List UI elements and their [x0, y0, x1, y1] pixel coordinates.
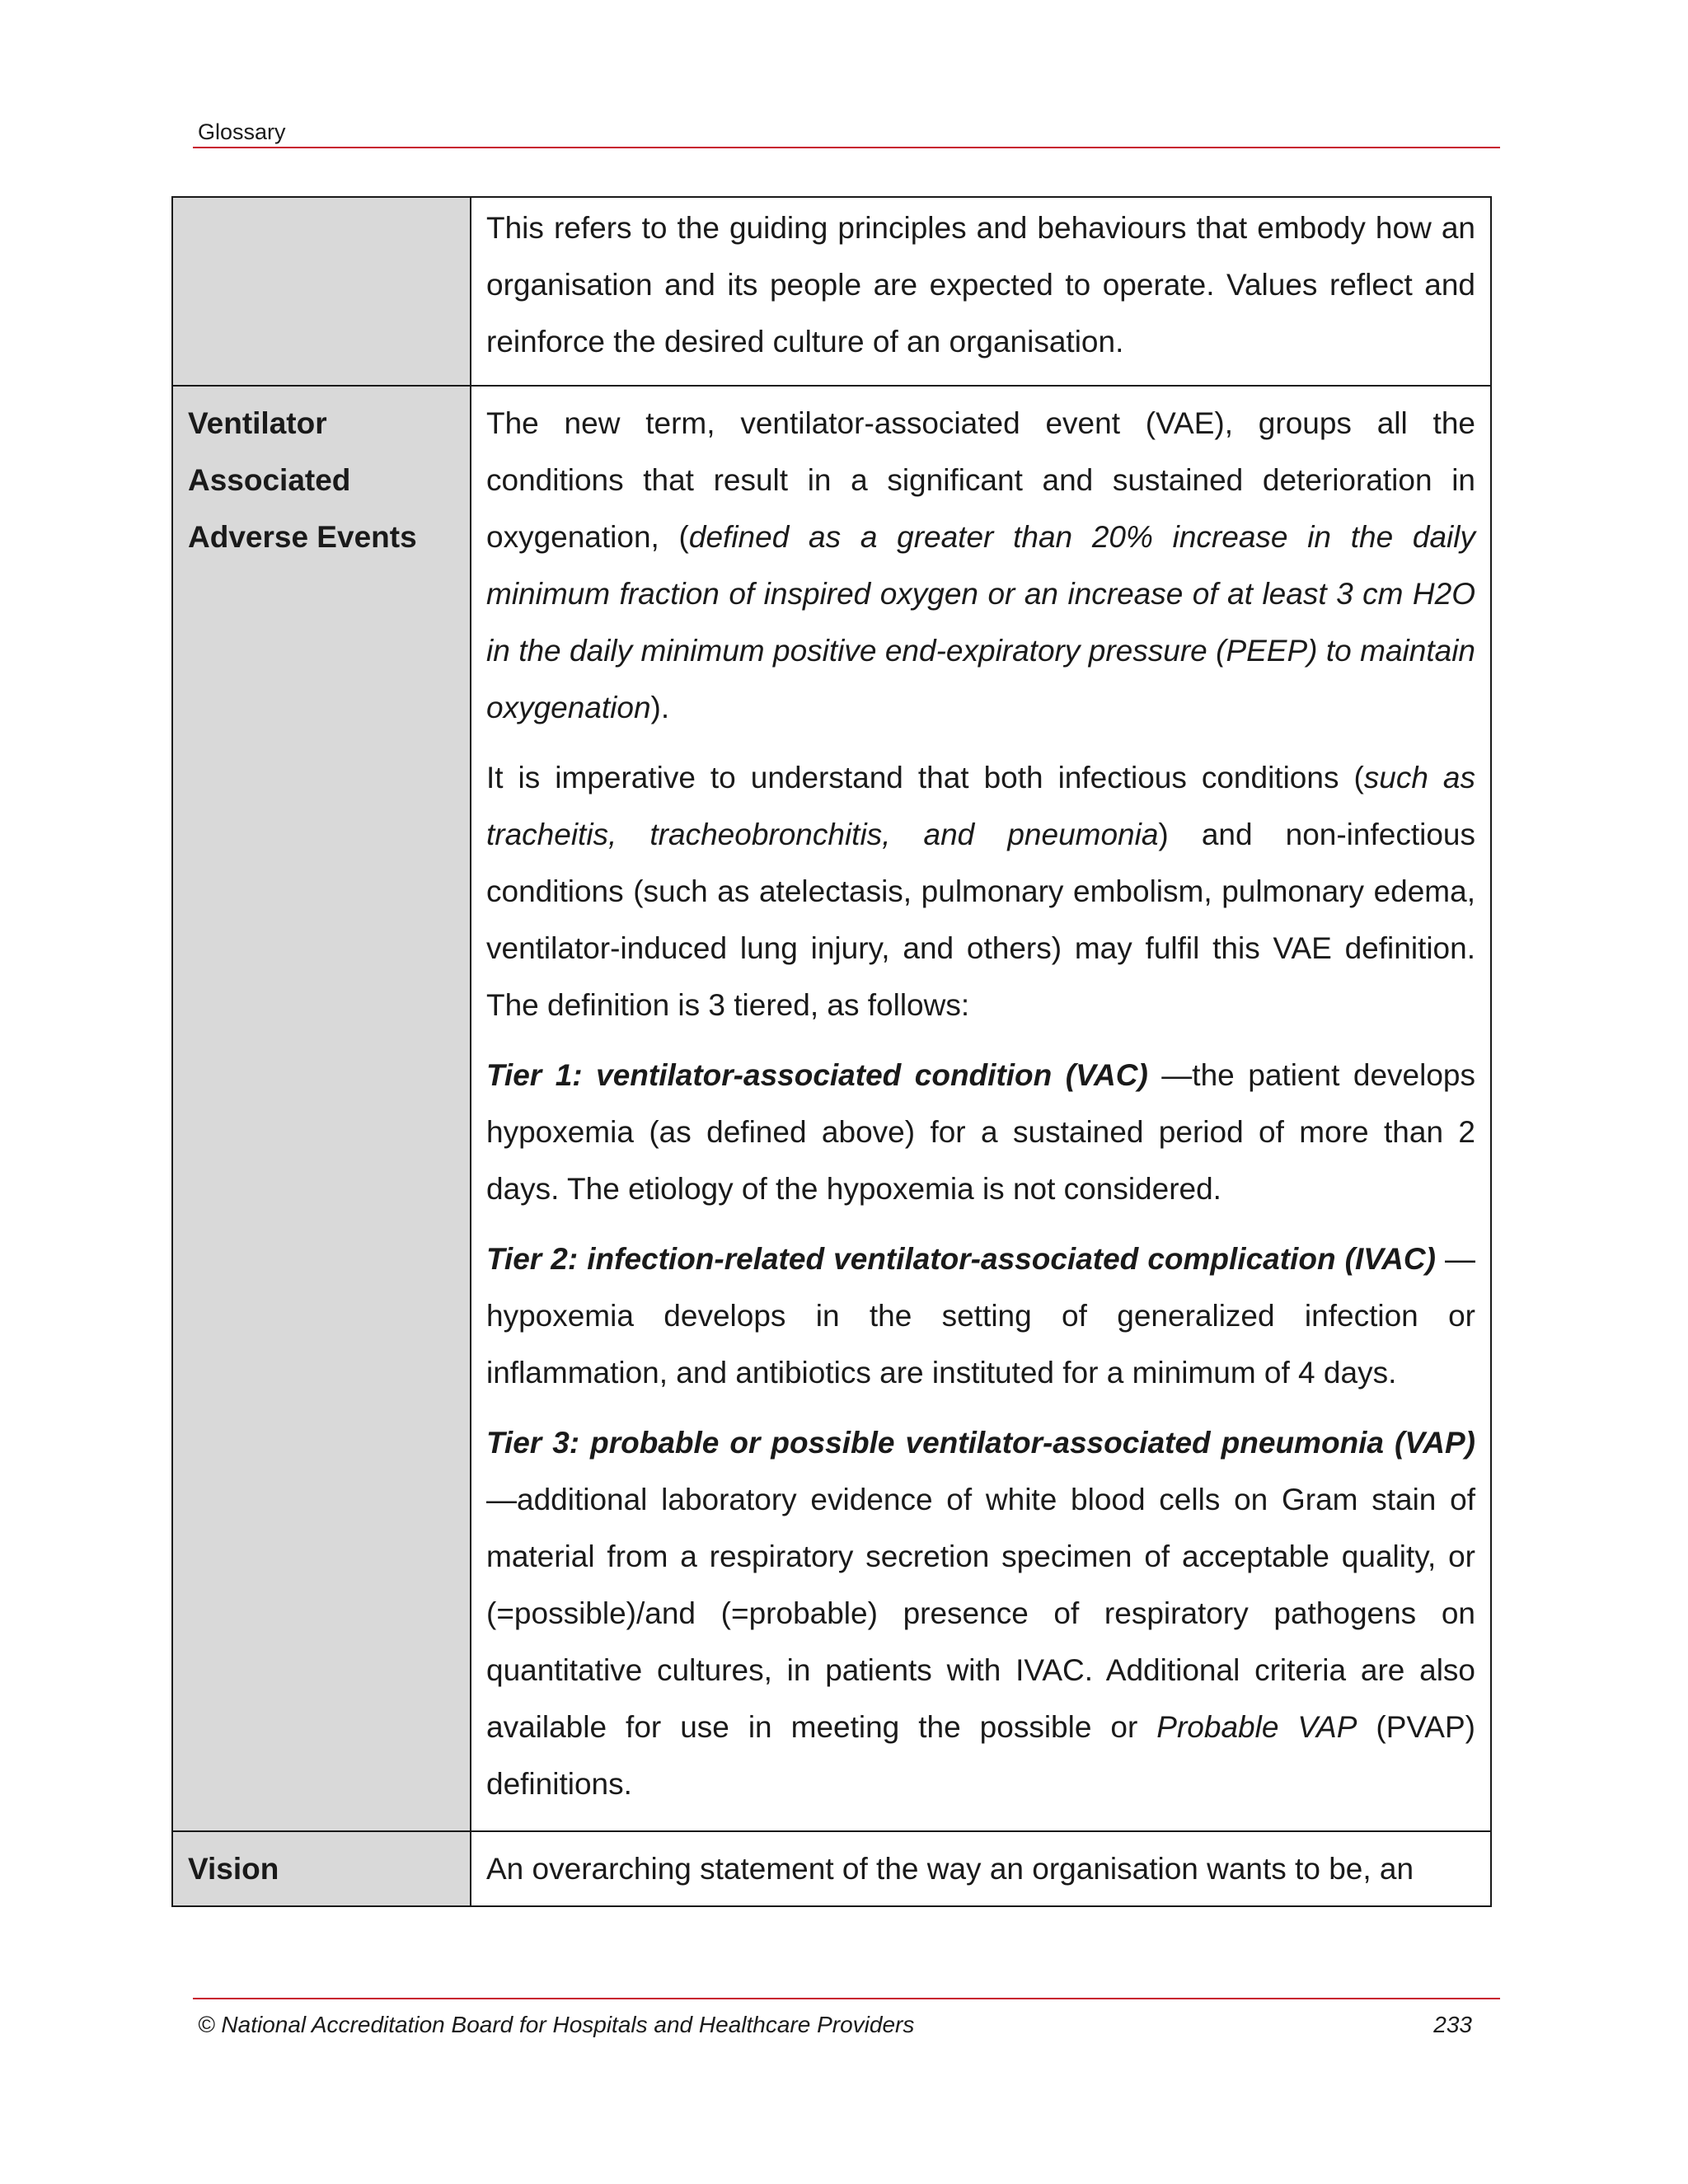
text-run: The new term, ventilator-associated event (VAE), groups all the conditions that result in a significant and sustained deterioration in oxygenation, ( — [486, 406, 1475, 554]
tier-2-heading: Tier 2: infection-related ventilator-associated complication (IVAC) — [486, 1242, 1436, 1276]
glossary-term — [173, 198, 470, 206]
term-cell — [172, 197, 471, 386]
text-run: —the patient develops hypoxemia (as defined above) for a sustained period of more than 2 days. The etiology of the hypoxemia is not considered. — [486, 1058, 1475, 1206]
definition-content — [471, 1832, 1490, 1905]
definition-paragraph — [486, 749, 1475, 1033]
text-run: ) and non-infectious conditions (such as atelectasis, pulmonary embolism, pulmonary edema, ventilator-induced lung injury, and others) may fulfil this VAE definition. The definition is 3 tiered, as follows: — [486, 818, 1475, 1022]
page-number: 233 — [1433, 2012, 1472, 2037]
text-run: (PVAP) definitions. — [486, 1710, 1475, 1801]
definition-cell — [471, 1831, 1491, 1906]
term-cell — [172, 1831, 471, 1906]
table-row — [172, 386, 1491, 1831]
term-cell — [172, 386, 471, 1831]
tier-3-heading: Tier 3: probable or possible ventilator-associated pneumonia (VAP) — [486, 1426, 1475, 1460]
glossary-table — [171, 196, 1492, 1907]
text-run: —hypoxemia develops in the setting of generalized infection or inflammation, and antibiotics are instituted for a minimum of 4 days. — [486, 1242, 1476, 1390]
text-run: An overarching statement of the way an organisation wants to be, an — [486, 1852, 1414, 1886]
footer-copyright: © National Accreditation Board for Hospitals and Healthcare Providers — [198, 2012, 915, 2037]
footer-divider — [193, 1998, 1500, 1999]
text-run: This refers to the guiding principles and behaviours that embody how an organisation and its people are expected to operate. Values reflect and reinforce the desired culture of an organisation. — [486, 211, 1475, 359]
definition-content — [471, 387, 1490, 1830]
definition-cell — [471, 386, 1491, 1831]
text-run: —additional laboratory evidence of white blood cells on Gram stain of material from a respiratory secretion specimen of acceptable quality, or (=possible)/and (=probable) presence of respiratory pathogens on quantitative cultures, in patients with IVAC. Additional criteria are also available for use in meeting the possible or — [486, 1483, 1475, 1744]
italic-text-run: such as tracheitis, tracheobronchitis, and pneumonia — [486, 761, 1475, 851]
tier-2-paragraph — [486, 1230, 1475, 1401]
italic-text-run: defined as a greater than 20% increase in the daily minimum fraction of inspired oxygen or an increase of at least 3 cm H2O in the daily minimum positive end-expiratory pressure (PEEP) to maintain oxygenation — [486, 520, 1475, 724]
table-row — [172, 197, 1491, 386]
italic-text-run: Probable VAP — [1156, 1710, 1357, 1744]
definition-paragraph — [486, 395, 1475, 736]
definition-paragraph — [486, 199, 1475, 370]
tier-1-heading: Tier 1: ventilator-associated condition (VAC) — [486, 1058, 1148, 1092]
definition-paragraph — [486, 1840, 1475, 1897]
text-run: ). — [650, 691, 670, 724]
tier-3-paragraph — [486, 1414, 1475, 1812]
definition-content — [471, 198, 1490, 385]
table-row — [172, 1831, 1491, 1906]
glossary-term: Ventilator Associated Adverse Events — [188, 406, 417, 554]
tier-1-paragraph — [486, 1047, 1475, 1217]
running-header: Glossary — [198, 120, 286, 144]
header-divider — [193, 147, 1500, 148]
text-run: It is imperative to understand that both infectious conditions ( — [486, 761, 1364, 794]
glossary-term: Vision — [188, 1852, 279, 1886]
definition-cell — [471, 197, 1491, 386]
